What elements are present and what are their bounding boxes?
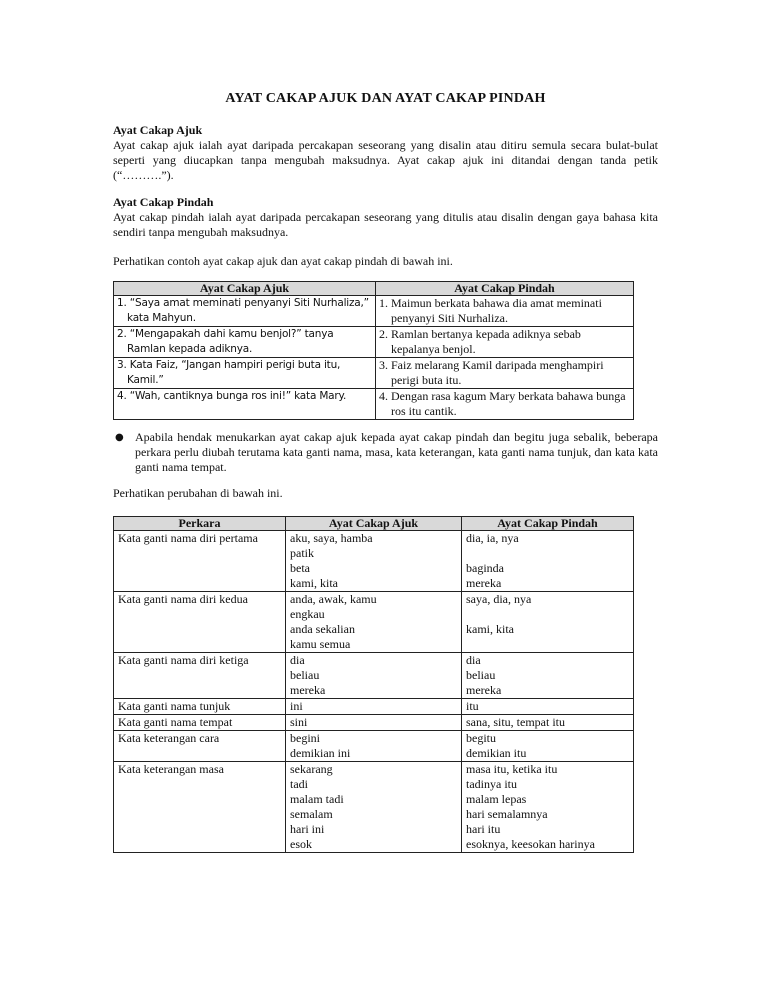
changes-cell-pindah xyxy=(462,653,634,699)
changes-perkara-line: Kata ganti nama tunjuk xyxy=(118,699,231,713)
changes-cell-pindah xyxy=(462,699,634,715)
changes-pindah-line: dia, ia, nya xyxy=(466,531,519,545)
changes-ajuk-line: hari ini xyxy=(290,822,325,836)
changes-perkara-line xyxy=(118,792,283,807)
changes-cell-pindah xyxy=(462,592,634,653)
changes-header-row xyxy=(114,517,634,531)
changes-cell-perkara xyxy=(114,592,286,653)
example-pindah-3: 3. Faiz melarang Kamil daripada menghampiri perigi buta itu. xyxy=(379,358,604,387)
changes-ajuk-line: sini xyxy=(290,715,308,729)
changes-body xyxy=(114,531,634,853)
examples-header-row xyxy=(114,282,634,296)
changes-perkara-line xyxy=(118,746,283,761)
changes-row xyxy=(114,653,634,699)
examples-header-pindah: Ayat Cakap Pindah xyxy=(376,282,634,296)
changes-perkara-line xyxy=(118,668,283,683)
changes-ajuk-line: ini xyxy=(290,699,303,713)
examples-cell-ajuk xyxy=(114,358,376,389)
changes-ajuk-line: patik xyxy=(290,546,314,560)
changes-ajuk-line: begini xyxy=(290,731,320,745)
examples-cell-ajuk xyxy=(114,296,376,327)
changes-pindah-line: itu xyxy=(466,699,479,713)
changes-perkara-line: Kata keterangan masa xyxy=(118,762,224,776)
changes-cell-pindah xyxy=(462,531,634,592)
changes-pindah-line: tadinya itu xyxy=(466,777,517,791)
changes-ajuk-line: sekarang xyxy=(290,762,333,776)
changes-pindah-line: esoknya, keesokan harinya xyxy=(466,837,595,851)
changes-cell-perkara xyxy=(114,731,286,762)
changes-perkara-line xyxy=(118,561,283,576)
changes-pindah-line: hari itu xyxy=(466,822,501,836)
changes-ajuk-line: beta xyxy=(290,561,310,575)
changes-header-perkara: Perkara xyxy=(114,517,286,531)
changes-pindah-line: sana, situ, tempat itu xyxy=(466,715,565,729)
changes-ajuk-line: esok xyxy=(290,837,312,851)
changes-perkara-line: Kata ganti nama diri pertama xyxy=(118,531,258,545)
changes-row xyxy=(114,715,634,731)
changes-pindah-line: mereka xyxy=(466,683,502,697)
changes-row xyxy=(114,762,634,853)
changes-perkara-line xyxy=(118,683,283,698)
changes-pindah-line: saya, dia, nya xyxy=(466,592,532,606)
example-ajuk-1: 1. “Saya amat meminati penyanyi Siti Nurhaliza,” kata Mahyun. xyxy=(117,297,369,324)
changes-ajuk-line: anda sekalian xyxy=(290,622,355,636)
examples-row xyxy=(114,389,634,420)
example-ajuk-2: 2. “Mengapakah dahi kamu benjol?” tanya Ramlan kepada adiknya. xyxy=(117,328,334,355)
changes-pindah-line: beliau xyxy=(466,668,496,682)
example-pindah-1: 1. Maimun berkata bahawa dia amat meminati penyanyi Siti Nurhaliza. xyxy=(379,296,602,325)
examples-table xyxy=(113,281,634,420)
changes-perkara-line xyxy=(118,807,283,822)
changes-perkara-line: Kata ganti nama diri kedua xyxy=(118,592,248,606)
changes-perkara-line: Kata keterangan cara xyxy=(118,731,220,745)
changes-perkara-line: Kata ganti nama tempat xyxy=(118,715,233,729)
examples-cell-ajuk xyxy=(114,327,376,358)
section-pindah-body: Ayat cakap pindah ialah ayat daripada percakapan seseorang yang ditulis atau disalin dengan gaya bahasa kita sendiri tanpa mengubah maksudnya. xyxy=(113,210,658,239)
changes-row xyxy=(114,531,634,592)
changes-cell-perkara xyxy=(114,699,286,715)
changes-cell-pindah xyxy=(462,762,634,853)
changes-ajuk-line: engkau xyxy=(290,607,325,621)
example-ajuk-3: 3. Kata Faiz, “Jangan hampiri perigi buta itu, Kamil.” xyxy=(117,359,341,386)
changes-cell-pindah xyxy=(462,731,634,762)
changes-cell-ajuk xyxy=(286,731,462,762)
changes-cell-ajuk xyxy=(286,653,462,699)
changes-cell-ajuk xyxy=(286,699,462,715)
changes-perkara-line xyxy=(118,576,283,591)
changes-pindah-line: demikian itu xyxy=(466,746,527,760)
changes-cell-perkara xyxy=(114,653,286,699)
changes-pindah-line: malam lepas xyxy=(466,792,527,806)
changes-header-ajuk: Ayat Cakap Ajuk xyxy=(286,517,462,531)
intro-changes-text: Perhatikan perubahan di bawah ini. xyxy=(113,486,283,500)
page-title: AYAT CAKAP AJUK DAN AYAT CAKAP PINDAH xyxy=(225,91,546,106)
example-pindah-4: 4. Dengan rasa kagum Mary berkata bahawa bunga ros itu cantik. xyxy=(379,389,626,418)
changes-cell-pindah xyxy=(462,715,634,731)
changes-ajuk-line: mereka xyxy=(290,683,326,697)
examples-cell-pindah xyxy=(376,327,634,358)
bullet-note-text: Apabila hendak menukarkan ayat cakap ajuk kepada ayat cakap pindah dan begitu juga sebalik, beberapa perkara perlu diubah terutama kata ganti nama, masa, kata keterangan, kata ganti nama tunjuk, dan kata kata ganti nama tempat. xyxy=(135,430,658,474)
changes-pindah-line: baginda xyxy=(466,561,504,575)
changes-row xyxy=(114,592,634,653)
changes-ajuk-line: malam tadi xyxy=(290,792,344,806)
changes-perkara-line xyxy=(118,637,283,652)
changes-pindah-line xyxy=(466,546,631,561)
changes-row xyxy=(114,731,634,762)
changes-cell-perkara xyxy=(114,762,286,853)
examples-cell-ajuk xyxy=(114,389,376,420)
bullet-icon: ● xyxy=(115,432,124,443)
changes-pindah-line xyxy=(466,607,631,622)
changes-pindah-line: masa itu, ketika itu xyxy=(466,762,558,776)
changes-perkara-line xyxy=(118,837,283,852)
changes-ajuk-line: aku, saya, hamba xyxy=(290,531,373,545)
changes-cell-ajuk xyxy=(286,715,462,731)
changes-ajuk-line: beliau xyxy=(290,668,320,682)
examples-header-ajuk: Ayat Cakap Ajuk xyxy=(114,282,376,296)
changes-pindah-line: kami, kita xyxy=(466,622,514,636)
changes-table xyxy=(113,516,634,853)
bullet-note xyxy=(113,430,658,475)
section-pindah-heading: Ayat Cakap Pindah xyxy=(113,195,214,209)
changes-ajuk-line: dia xyxy=(290,653,305,667)
changes-pindah-line: hari semalamnya xyxy=(466,807,548,821)
example-ajuk-4: 4. “Wah, cantiknya bunga ros ini!” kata Mary. xyxy=(117,390,347,402)
changes-perkara-line xyxy=(118,546,283,561)
examples-cell-pindah xyxy=(376,358,634,389)
examples-row xyxy=(114,327,634,358)
examples-row xyxy=(114,358,634,389)
changes-ajuk-line: demikian ini xyxy=(290,746,351,760)
changes-row xyxy=(114,699,634,715)
section-ajuk-body: Ayat cakap ajuk ialah ayat daripada percakapan seseorang yang disalin atau ditiru semula secara bulat-bulat seperti yang diucapkan tanpa mengubah maksudnya. Ayat cakap ajuk ini ditandai dengan tanda petik (“……….”). xyxy=(113,138,658,182)
changes-pindah-line: begitu xyxy=(466,731,496,745)
examples-cell-pindah xyxy=(376,389,634,420)
examples-cell-pindah xyxy=(376,296,634,327)
intro-examples-text: Perhatikan contoh ayat cakap ajuk dan ayat cakap pindah di bawah ini. xyxy=(113,254,453,268)
changes-ajuk-line: anda, awak, kamu xyxy=(290,592,377,606)
changes-cell-ajuk xyxy=(286,762,462,853)
changes-pindah-line: mereka xyxy=(466,576,502,590)
intro-changes xyxy=(113,486,658,501)
changes-ajuk-line: semalam xyxy=(290,807,333,821)
section-ajuk-heading: Ayat Cakap Ajuk xyxy=(113,123,203,137)
changes-ajuk-line: kamu semua xyxy=(290,637,351,651)
section-ajuk xyxy=(113,123,658,183)
changes-pindah-line: dia xyxy=(466,653,481,667)
changes-header-pindah: Ayat Cakap Pindah xyxy=(462,517,634,531)
changes-pindah-line xyxy=(466,637,631,652)
examples-row xyxy=(114,296,634,327)
intro-examples xyxy=(113,254,658,269)
changes-perkara-line xyxy=(118,607,283,622)
section-pindah xyxy=(113,195,658,240)
changes-cell-perkara xyxy=(114,531,286,592)
changes-perkara-line xyxy=(118,777,283,792)
changes-cell-ajuk xyxy=(286,531,462,592)
changes-perkara-line xyxy=(118,822,283,837)
changes-ajuk-line: tadi xyxy=(290,777,308,791)
example-pindah-2: 2. Ramlan bertanya kepada adiknya sebab kepalanya benjol. xyxy=(379,327,581,356)
changes-cell-perkara xyxy=(114,715,286,731)
changes-ajuk-line: kami, kita xyxy=(290,576,338,590)
changes-cell-ajuk xyxy=(286,592,462,653)
changes-perkara-line xyxy=(118,622,283,637)
changes-perkara-line: Kata ganti nama diri ketiga xyxy=(118,653,249,667)
